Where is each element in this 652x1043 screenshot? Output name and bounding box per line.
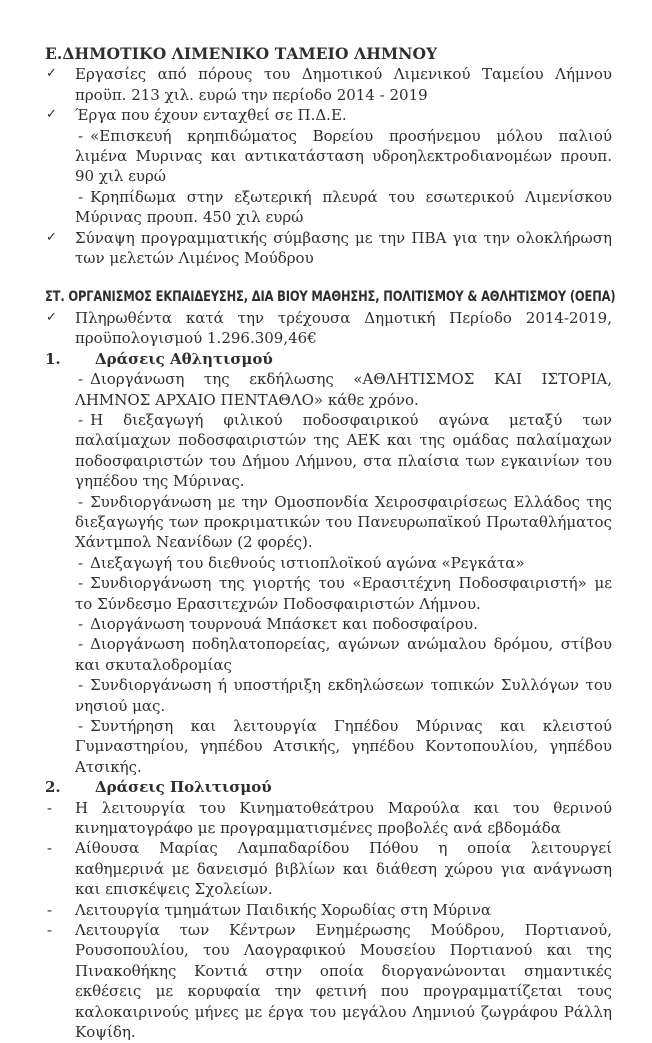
section-limeniko-tameio-title: Ε.ΔΗΜΟΤΙΚΟ ΛΙΜΕΝΙΚΟ ΤΑΜΕΙΟ ΛΗΜΝΟΥ (45, 44, 438, 63)
dash-marker: - (78, 553, 84, 572)
dash-item (45, 900, 612, 920)
sub-dash-item (75, 369, 612, 410)
dash-marker: - (78, 370, 84, 389)
item-text: Διοργάνωση τουρνουά Μπάσκετ και ποδοσφαίρου. (90, 614, 478, 633)
check-item (45, 308, 612, 349)
check-icon: ✓ (46, 66, 57, 82)
item-number: 2. (45, 778, 61, 797)
dash-marker: - (78, 492, 84, 511)
item-text: Λειτουργία τμημάτων Παιδικής Χορωδίας στη Μύρινα (75, 900, 492, 919)
item-text: Διοργάνωση ποδηλατοπορείας, αγώνων ανώμαλου δρόμου, στίβου και σκυταλοδρομίας (75, 635, 612, 674)
heading-label: Δράσεις Πολιτισμού (95, 778, 272, 797)
dash-marker: - (78, 410, 84, 429)
item-text: Εργασίες από πόρους του Δημοτικού Λιμενικού Ταμείου Λήμνου προϋπ. 213 χιλ. ευρώ την περίοδο 2014 - 2019 (75, 65, 612, 104)
item-text: Διοργάνωση της εκδήλωσης «ΑΘΛΗΤΙΣΜΟΣ ΚΑΙ ΙΣΤΟΡΙΑ, ΛΗΜΝΟΣ ΑΡΧΑΙΟ ΠΕΝΤΑΘΛΟ» κάθε χρόνο. (75, 370, 612, 409)
sub-dash-item (75, 614, 612, 634)
item-text: Σύναψη προγραμματικής σύμβασης με την ΠΒΑ για την ολοκλήρωση των μελετών Λιμένος Μούδρου (75, 228, 612, 268)
dash-marker: - (78, 614, 84, 633)
item-text: Συνδιοργάνωση με την Ομοσπονδία Χειροσφαιρίσεως Ελλάδος της διεξαγωγής των προκριματικών του Πανευρωπαϊκού Πρωταθλήματος Χάντμπολ Νεανίδων (2 φορές). (75, 492, 612, 552)
check-icon: ✓ (46, 107, 57, 123)
item-text: Κρηπίδωμα στην εξωτερική πλευρά του εσωτερικού Λιμενίσκου Μύρινας προυπ. 450 χιλ ευρώ (75, 187, 612, 227)
item-text: Διεξαγωγή του διεθνούς ιστιοπλοϊκού αγώνα «Ρεγκάτα» (90, 553, 525, 572)
check-item (45, 64, 612, 105)
item-text: Συνδιοργάνωση ή υποστήριξη εκδηλώσεων τοπικών Συλλόγων του νησιού μας. (75, 676, 612, 715)
dash-item (45, 920, 612, 1042)
dash-marker: - (78, 676, 84, 695)
item-text: Λειτουργία των Κέντρων Ενημέρωσης Μούδρου, Πορτιανού, Ρουσοπουλίου, του Λαογραφικού Μουσείου Πορτιανού και της Πινακοθήκης Κοντιά στην οποία διοργανώνονται σημαντικές εκθέσεις με κορυφαία την φετινή που προγραμματίζεται τους καλοκαιρινούς μήνες με έργα του μεγάλου Λημνιού ζωγράφου Ράλλη Κοψίδη. (75, 921, 612, 1042)
sub-dash-item (75, 187, 612, 228)
item-text: Έργα που έχουν ενταχθεί σε Π.Δ.Ε. (75, 106, 347, 125)
dash-marker: - (78, 635, 84, 654)
sub-dash-item (75, 553, 612, 573)
dash-marker: - (78, 574, 84, 593)
dash-marker: - (47, 839, 53, 858)
item-number: 1. (45, 349, 61, 368)
dash-marker: - (78, 126, 84, 145)
section-limeniko-tameio (45, 44, 612, 268)
sub-dash-item (75, 410, 612, 492)
item-text: Η διεξαγωγή φιλικού ποδοσφαιρικού αγώνα μεταξύ των παλαίμαχων ποδοσφαιριστών της ΑΕΚ και της ομάδας παλαίμαχων ποδοσφαιριστών του Δήμου Λήμνου, στα πλαίσια των εγκαινίων του γηπέδου της Μύρινας. (75, 410, 612, 491)
numbered-heading (45, 777, 612, 797)
item-text: Συντήρηση και λειτουργία Γηπέδου Μύρινας και κλειστού Γυμναστηρίου, γηπέδου Ατσικής, γηπέδου Κοντοπουλίου, γηπέδου Ατσικής. (75, 717, 612, 776)
section-oepa-title: ΣΤ. ΟΡΓΑΝΙΣΜΟΣ ΕΚΠΑΙΔΕΥΣΗΣ, ΔΙΑ ΒΙΟΥ ΜΑΘΗΣΗΣ, ΠΟΛΙΤΙΣΜΟΥ & ΑΘΛΗΤΙΣΜΟΥ (ΟΕΠΑ) (45, 289, 616, 306)
sub-dash-item (75, 492, 612, 553)
check-icon: ✓ (46, 309, 57, 325)
item-text: «Επισκευή κρηπιδώματος Βορείου προσήνεμου μόλου παλιού λιμένα Μυρινας και αντικατάσταση υδροηλεκτροδιανομέων προυπ. 90 χιλ ευρώ (75, 126, 612, 186)
item-text: Πληρωθέντα κατά την τρέχουσα Δημοτική Περίοδο 2014-2019, προϋπολογισμού 1.296.309,46€ (75, 308, 612, 348)
sub-dash-item (75, 126, 612, 187)
numbered-heading (45, 349, 612, 369)
dash-item (45, 838, 612, 899)
item-text: Συνδιοργάνωση της γιορτής του «Ερασιτέχνη Ποδοσφαιριστή» με το Σύνδεσμο Ερασιτεχνών Ποδοσφαιριστών Λήμνου. (75, 574, 612, 613)
check-icon: ✓ (46, 229, 57, 245)
dash-marker: - (47, 798, 53, 817)
dash-marker: - (47, 900, 53, 919)
sub-dash-item (75, 716, 612, 777)
dash-marker: - (78, 717, 84, 735)
heading-label: Δράσεις Αθλητισμού (95, 349, 273, 368)
dash-marker: - (78, 187, 84, 206)
item-text: Η λειτουργία του Κινηματοθεάτρου Μαρούλα και του θερινού κινηματογράφο με προγραμματισμένες προβολές ανά εβδομάδα (75, 798, 612, 838)
check-item (45, 105, 612, 125)
check-item (45, 228, 612, 269)
sub-dash-item (75, 675, 612, 716)
section-oepa (45, 287, 616, 1042)
sub-dash-item (75, 634, 612, 675)
sub-dash-item (75, 573, 612, 614)
item-text: Αίθουσα Μαρίας Λαμπαδαρίδου Πόθου η οποία λειτουργεί καθημερινά με δανεισμό βιβλίων και διάθεση χώρου για ανάγνωση και επισκέψεις Σχολείων. (75, 839, 612, 899)
dash-marker: - (47, 921, 53, 940)
dash-item (45, 798, 612, 839)
